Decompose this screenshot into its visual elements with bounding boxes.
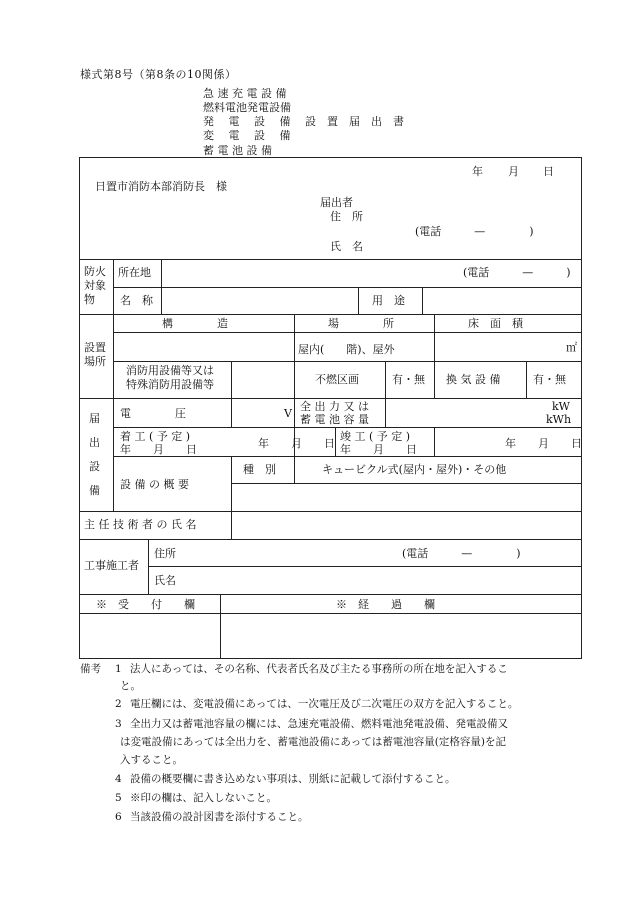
note-number: 6 — [115, 811, 122, 823]
contractor-address-label: 住所 — [154, 547, 176, 560]
applicant-label: 届出者 — [320, 196, 353, 209]
target-label-line: 物 — [84, 293, 95, 306]
ventilation-yes-no: 有・無 — [533, 373, 566, 386]
contractor-label: 工事施工者 — [84, 559, 139, 572]
finish-label-line: 竣 工 ( 予 定 ) — [340, 430, 411, 443]
type-label: 種 別 — [243, 463, 276, 476]
note-line: は変電設備にあっては全出力を、蓄電池設備にあっては蓄電池容量(定格容量)を記 — [120, 736, 506, 748]
note-number: 5 — [115, 792, 122, 804]
note-number: 1 — [115, 663, 122, 675]
note-line: 電圧欄には、変電設備にあっては、一次電圧及び二次電圧の双方を記入すること。 — [130, 698, 519, 710]
place-label-line: 場所 — [84, 355, 106, 368]
output-unit-kwh: kWh — [546, 413, 572, 426]
progress-header: ※ 経 過 欄 — [336, 598, 435, 611]
note-line: ※印の欄は、記入しないこと。 — [130, 792, 277, 804]
equipment-label-line: 備 — [89, 484, 100, 497]
target-label-line: 対象 — [84, 279, 106, 292]
target-name-label: 名 称 — [120, 294, 153, 307]
form-number: 様式第8号（第8条の10関係） — [80, 68, 237, 81]
equipment-label-line: 出 — [89, 436, 100, 449]
note-number: 2 — [115, 698, 122, 710]
note-line: 法人にあっては、その名称、代表者氏名及び主たる事務所の所在地を記入するこ — [130, 663, 508, 675]
title-line: 発 電 設 備 設 置 届 出 書 — [203, 115, 404, 128]
output-label-line: 蓄 電 池 容 量 — [300, 413, 369, 426]
note-number: 4 — [115, 773, 122, 785]
title-line: 蓄 電 池 設 備 — [203, 144, 272, 157]
nonflammable-yes-no: 有・無 — [392, 373, 425, 386]
notes-heading: 備考 — [80, 663, 101, 675]
col-structure: 構 造 — [162, 317, 228, 330]
place-label-line: 設置 — [84, 341, 106, 354]
output-label-line: 全 出 力 又 は — [300, 400, 369, 413]
date-day: 日 — [543, 165, 554, 178]
col-floor-area: 床 面 積 — [468, 317, 523, 330]
ventilation-label: 換 気 設 備 — [446, 373, 501, 386]
equipment-label-line: 届 — [89, 412, 100, 425]
start-label-line: 着 工 ( 予 定 ) — [120, 430, 191, 443]
overview-label: 設 備 の 概 要 — [120, 478, 189, 491]
contractor-phone: (電話 — ) — [402, 547, 521, 560]
voltage-label: 電 圧 — [120, 407, 186, 420]
date-month: 月 — [508, 165, 519, 178]
start-label-line: 年 月 日 — [120, 443, 197, 456]
note-number: 3 — [115, 718, 122, 730]
title-line: 燃料電池発電設備 — [203, 101, 291, 114]
applicant-name-label: 氏 名 — [330, 240, 363, 253]
type-value: キュービクル式(屋内・屋外)・その他 — [322, 463, 507, 476]
reception-field[interactable] — [80, 614, 219, 658]
progress-field[interactable] — [221, 614, 581, 658]
start-date: 年 月 日 — [258, 437, 335, 450]
reception-header: ※ 受 付 欄 — [96, 598, 195, 611]
output-unit-kw: kW — [552, 400, 570, 413]
chief-engineer-label: 主 任 技 術 者 の 氏 名 — [84, 518, 197, 531]
date-year: 年 — [472, 165, 483, 178]
note-line: 入すること。 — [120, 754, 183, 766]
note-line: 設備の概要欄に書き込めない事項は、別紙に記載して添付すること。 — [130, 773, 456, 785]
target-use-label: 用 途 — [372, 294, 405, 307]
nonflammable-area: 不燃区画 — [315, 373, 359, 386]
fire-equipment-line: 消防用設備等又は — [126, 364, 214, 377]
equipment-label-line: 設 — [89, 460, 100, 473]
title-line: 急 速 充 電 設 備 — [203, 87, 287, 100]
floor-area-unit: ㎡ — [566, 341, 577, 354]
note-line: と。 — [120, 680, 141, 692]
indoor-outdoor: 屋内( 階)、屋外 — [298, 343, 395, 356]
note-line: 当該設備の設計図書を添付すること。 — [130, 811, 309, 823]
target-location-label: 所在地 — [118, 266, 151, 279]
finish-label-line: 年 月 日 — [340, 443, 417, 456]
col-location: 場 所 — [328, 317, 394, 330]
applicant-address-label: 住 所 — [330, 210, 363, 223]
finish-date: 年 月 日 — [505, 437, 582, 450]
voltage-unit: V — [284, 407, 292, 420]
addressee: 日置市消防本部消防長 様 — [95, 180, 227, 193]
applicant-phone: (電話 — ) — [415, 225, 534, 238]
contractor-name-label: 氏名 — [154, 574, 176, 587]
title-line: 変 電 設 備 — [203, 129, 291, 142]
note-line: 全出力又は蓄電池容量の欄には、急速充電設備、燃料電池発電設備、発電設備又 — [130, 718, 508, 730]
fire-equipment-line: 特殊消防用設備等 — [126, 378, 214, 391]
target-label-line: 防火 — [84, 265, 106, 278]
target-phone: (電話 — ) — [463, 266, 571, 279]
